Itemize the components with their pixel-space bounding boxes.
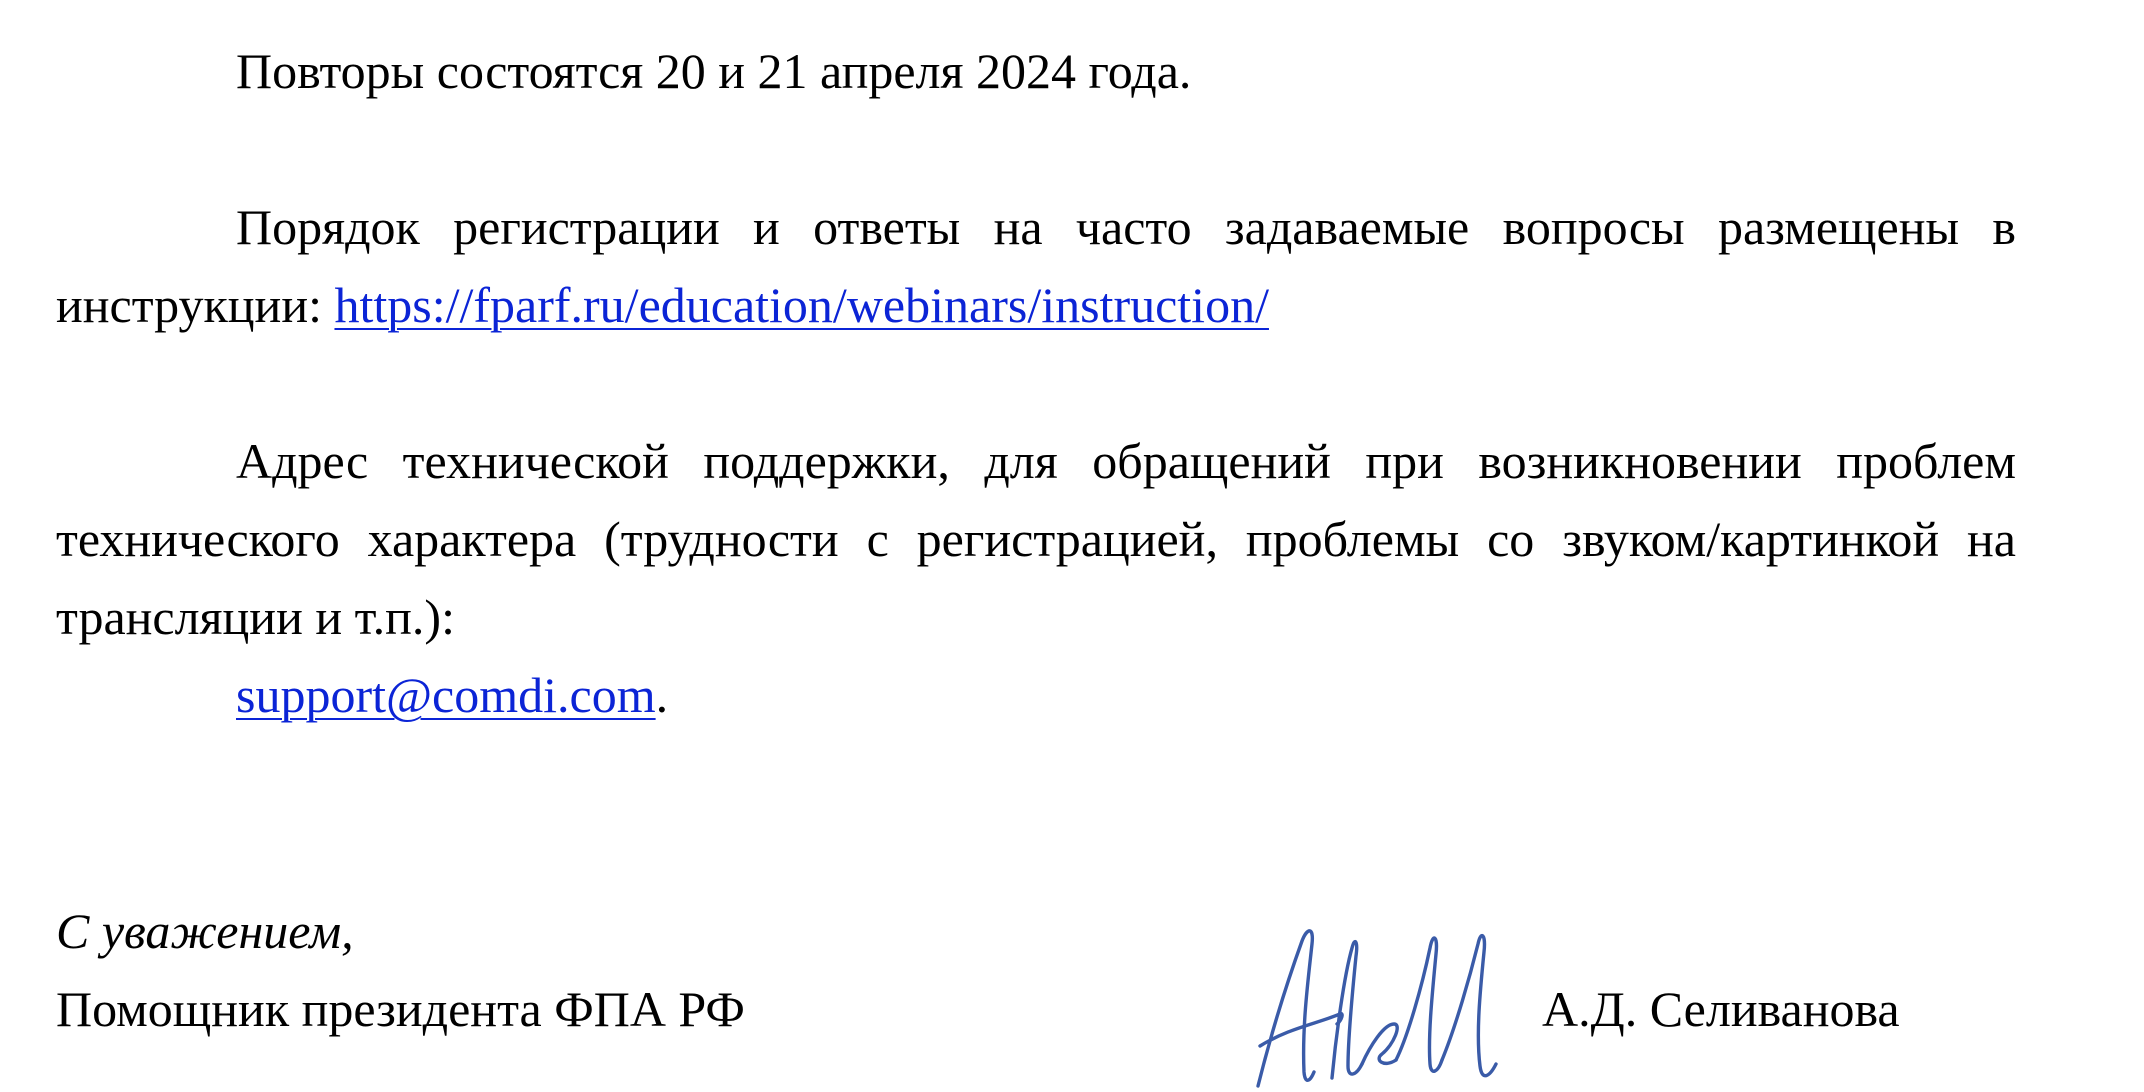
signatory-name: А.Д. Селиванова xyxy=(1542,981,1900,1037)
registration-paragraph xyxy=(56,188,2016,344)
support-text: Адрес технической поддержки, для обращений при возникновении проблем технического характера (трудности с регистрацией, проблемы со звуком/картинкой на трансляции и т.п.): xyxy=(56,433,2016,645)
support-email-period: . xyxy=(655,667,669,723)
support-email-link[interactable]: support@comdi.com xyxy=(236,667,656,723)
support-email-line xyxy=(236,656,2016,734)
repeat-dates-text: Повторы состоятся 20 и 21 апреля 2024 года. xyxy=(236,43,1192,99)
support-paragraph xyxy=(56,422,2016,656)
signatory-position: Помощник президента ФПА РФ xyxy=(56,981,745,1037)
document-page xyxy=(56,0,2016,1092)
registration-text: Порядок регистрации и ответы на часто задаваемые вопросы размещены в инструкции: xyxy=(56,199,2016,333)
instruction-link[interactable]: https://fparf.ru/education/webinars/instruction/ xyxy=(334,277,1269,333)
closing-salutation: С уважением, xyxy=(56,903,354,959)
handwritten-signature xyxy=(1244,896,1534,1092)
repeat-dates-paragraph xyxy=(56,32,2016,110)
